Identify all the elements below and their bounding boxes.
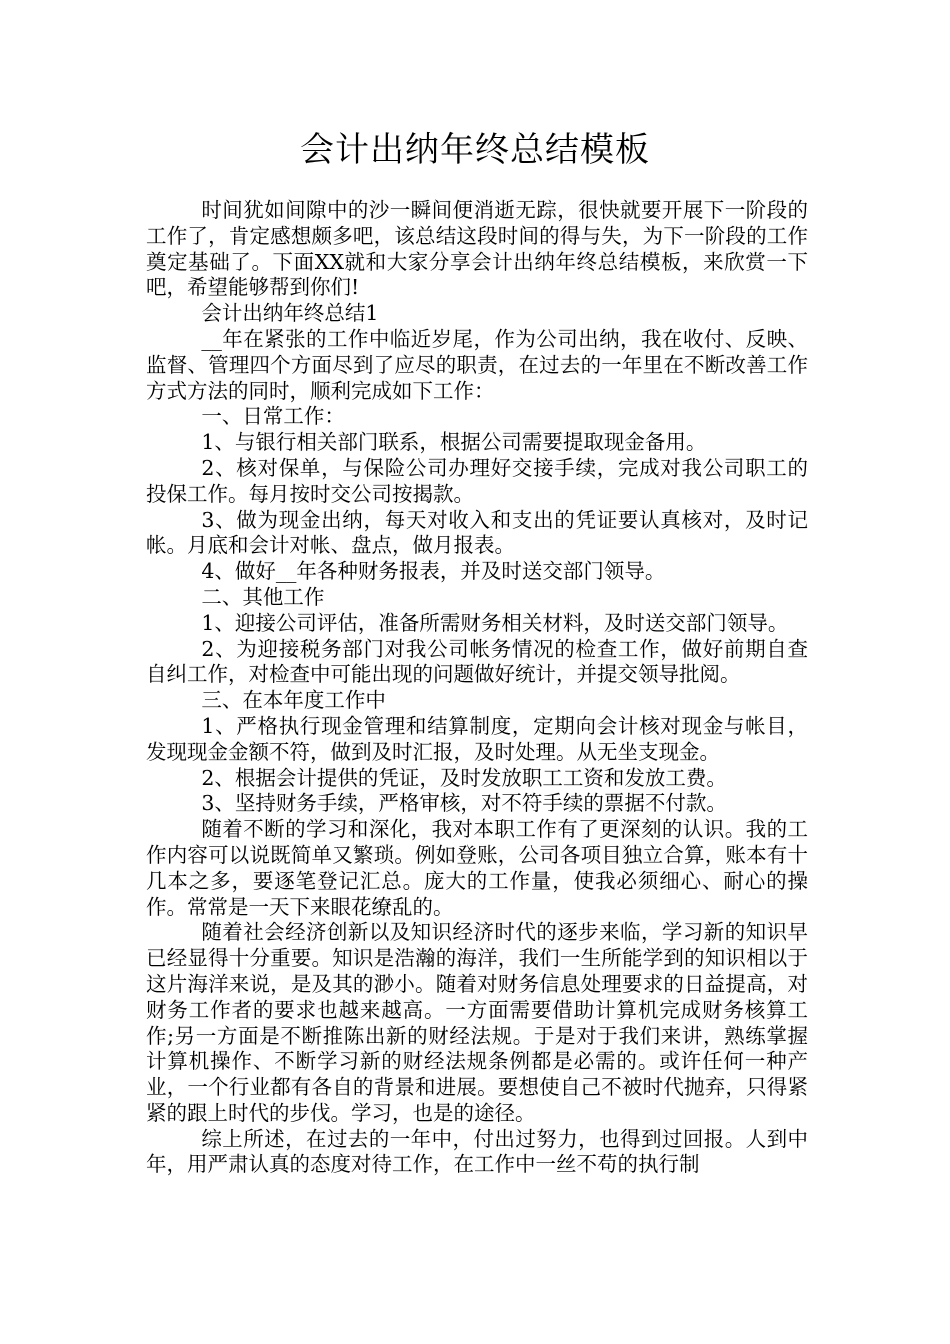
paragraph-intro: 时间犹如间隙中的沙一瞬间便消逝无踪，很快就要开展下一阶段的工作了，肯定感想颇多吧，该总结这段时间的得与失，为下一阶段的工作奠定基础了。下面XX就和大家分享会计出纳年终总结模板，来欣赏一下吧，希望能够帮到你们! xyxy=(146,198,808,300)
paragraph-opening: __年在紧张的工作中临近岁尾，作为公司出纳，我在收付、反映、监督、管理四个方面尽到了应尽的职责，在过去的一年里在不断改善工作方式方法的同时，顺利完成如下工作： xyxy=(146,326,808,403)
list-item-daily-2: 2、核对保单，与保险公司办理好交接手续，完成对我公司职工的投保工作。每月按时交公司按揭款。 xyxy=(146,455,808,506)
section-heading-other-work: 二、其他工作 xyxy=(201,584,325,609)
section-heading-daily-work: 一、日常工作： xyxy=(201,404,345,429)
list-item-other-1: 1、迎接公司评估，准备所需财务相关材料，及时送交部门领导。 xyxy=(201,610,789,635)
list-item-year-3: 3、坚持财务手续，严格审核，对不符手续的票据不付款。 xyxy=(201,791,727,816)
list-item-daily-1: 1、与银行相关部门联系，根据公司需要提取现金备用。 xyxy=(201,430,707,455)
section-heading-this-year: 三、在本年度工作中 xyxy=(201,688,386,713)
list-item-other-2: 2、为迎接税务部门对我公司帐务情况的检查工作，做好前期自查自纠工作，对检查中可能出现的问题做好统计，并提交领导批阅。 xyxy=(146,636,808,687)
paragraph-conclusion: 综上所述，在过去的一年中，付出过努力，也得到过回报。人到中年，用严肃认真的态度对待工作，在工作中一丝不苟的执行制 xyxy=(146,1126,808,1177)
list-item-year-1: 1、严格执行现金管理和结算制度，定期向会计核对现金与帐目，发现现金金额不符，做到及时汇报，及时处理。从无坐支现金。 xyxy=(146,713,808,764)
page-title: 会计出纳年终总结模板 xyxy=(300,130,650,170)
paragraph-learning: 随着不断的学习和深化，我对本职工作有了更深刻的认识。我的工作内容可以说既简单又繁琐。例如登账，公司各项目独立合算，账本有十几本之多，要逐笔登记汇总。庞大的工作量，使我必须细心、耐心的操作。常常是一天下来眼花缭乱的。 xyxy=(146,817,808,919)
document-body xyxy=(146,198,808,1178)
section-heading-summary-1: 会计出纳年终总结1 xyxy=(201,301,379,326)
list-item-year-2: 2、根据会计提供的凭证，及时发放职工工资和发放工费。 xyxy=(201,765,727,790)
list-item-daily-4: 4、做好__年各种财务报表，并及时送交部门领导。 xyxy=(201,559,666,584)
list-item-daily-3: 3、做为现金出纳，每天对收入和支出的凭证要认真核对，及时记帐。月底和会计对帐、盘点，做月报表。 xyxy=(146,507,808,558)
paragraph-knowledge: 随着社会经济创新以及知识经济时代的逐步来临，学习新的知识早已经显得十分重要。知识是浩瀚的海洋，我们一生所能学到的知识相以于这片海洋来说，是及其的渺小。随着对财务信息处理要求的日益提高，对财务工作者的要求也越来越高。一方面需要借助计算机完成财务核算工作;另一方面是不断推陈出新的财经法规。于是对于我们来讲，熟练掌握计算机操作、不断学习新的财经法规条例都是必需的。或许任何一种产业，一个行业都有各自的背景和进展。要想使自己不被时代抛弃，只得紧紧的跟上时代的步伐。学习，也是的途径。 xyxy=(146,920,808,1125)
